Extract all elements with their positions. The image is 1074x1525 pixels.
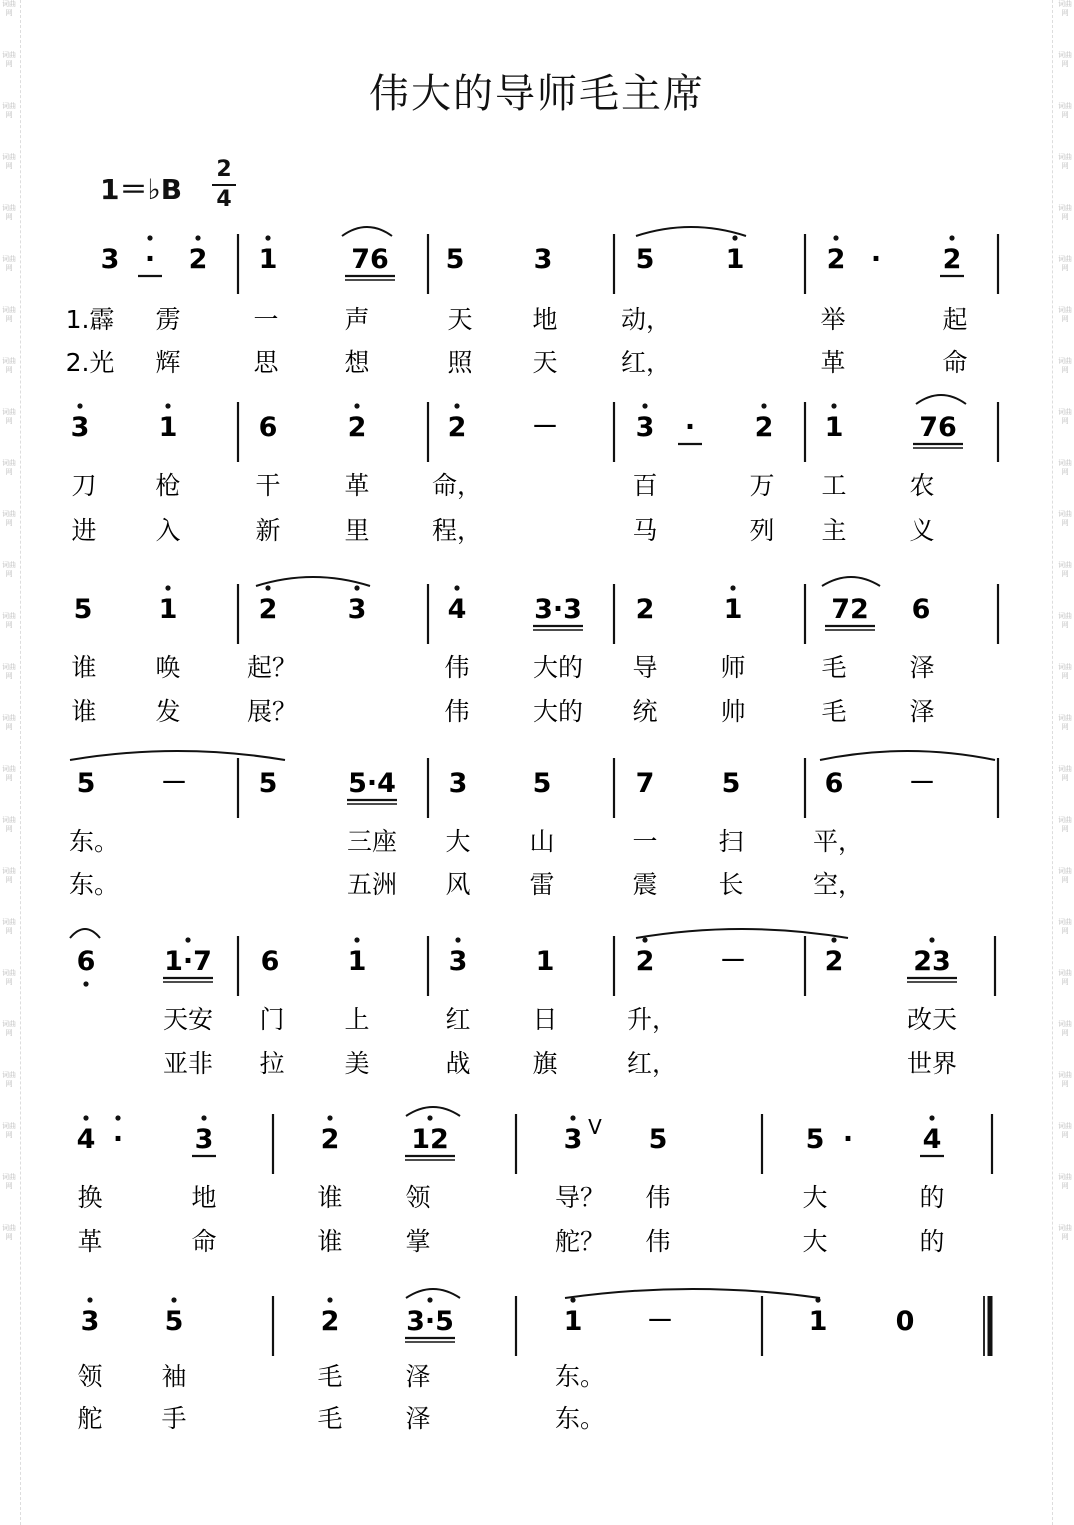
lyric-verse-2: 辉 bbox=[155, 348, 181, 377]
watermark-text: 词曲网 bbox=[1058, 969, 1072, 986]
note: 5 bbox=[445, 244, 465, 275]
note: 6 bbox=[260, 946, 280, 977]
lyric-verse-2: 战 bbox=[445, 1049, 471, 1078]
lyric-verse-2: 大的 bbox=[532, 697, 584, 726]
lyric-verse-2: 革 bbox=[77, 1227, 103, 1256]
watermark-text: 词曲网 bbox=[1058, 306, 1072, 323]
lyric-verse-1: 谁 bbox=[71, 653, 97, 682]
watermark-text: 词曲网 bbox=[2, 510, 16, 527]
lyric-verse-2: 照 bbox=[447, 348, 473, 377]
lyric-verse-2: 2.光 bbox=[65, 348, 115, 377]
lyric-verse-1: 1.霹 bbox=[65, 305, 115, 334]
note: 76 bbox=[919, 412, 957, 443]
lyric-verse-1: 领 bbox=[77, 1362, 103, 1391]
lyric-verse-2: 旗 bbox=[532, 1049, 558, 1078]
watermark-text: 词曲网 bbox=[1058, 357, 1072, 374]
note: 1 bbox=[347, 946, 367, 977]
lyric-verse-2: 毛 bbox=[821, 697, 847, 726]
note: 5 bbox=[164, 1306, 184, 1337]
octave-dot bbox=[201, 1115, 206, 1120]
lyric-verse-1: 毛 bbox=[317, 1362, 343, 1391]
lyric-verse-1: 天安 bbox=[162, 1005, 214, 1034]
note: 1 bbox=[725, 244, 745, 275]
watermark-text: 词曲网 bbox=[1058, 867, 1072, 884]
note: 5 bbox=[76, 768, 96, 799]
octave-dot bbox=[165, 585, 170, 590]
lyric-verse-2: 泽 bbox=[909, 697, 935, 726]
lyric-verse-1: 导 bbox=[632, 653, 658, 682]
note: 5 bbox=[805, 1124, 825, 1155]
note: 3 bbox=[347, 594, 367, 625]
watermark-text: 词曲网 bbox=[1058, 459, 1072, 476]
octave-dot bbox=[570, 1297, 575, 1302]
lyric-verse-1: 伟 bbox=[645, 1183, 671, 1212]
watermark-text: 词曲网 bbox=[1058, 1122, 1072, 1139]
note: 2 bbox=[258, 594, 278, 625]
note: 4 bbox=[447, 594, 467, 625]
lyric-verse-2: 东。 bbox=[554, 1404, 606, 1433]
lyric-verse-1: 唤 bbox=[155, 653, 181, 682]
watermark-text: 词曲网 bbox=[2, 1071, 16, 1088]
note: · bbox=[112, 1124, 124, 1155]
slur bbox=[916, 395, 966, 404]
lyric-verse-2: 红， bbox=[620, 348, 672, 377]
note: － bbox=[908, 768, 936, 799]
slur bbox=[342, 227, 392, 236]
note: 3 bbox=[80, 1306, 100, 1337]
note: 5·4 bbox=[348, 768, 396, 799]
note: 1 bbox=[723, 594, 743, 625]
lyric-verse-1: 东。 bbox=[554, 1362, 606, 1391]
watermark-text: 词曲网 bbox=[2, 918, 16, 935]
octave-dot bbox=[455, 937, 460, 942]
note: · bbox=[684, 412, 696, 443]
slur bbox=[565, 1289, 820, 1298]
slur bbox=[70, 751, 285, 760]
lyric-verse-1: 导？ bbox=[554, 1183, 606, 1212]
note: · bbox=[842, 1124, 854, 1155]
lyric-verse-1: 泽 bbox=[909, 653, 935, 682]
note: 3 bbox=[448, 768, 468, 799]
lyric-verse-1: 泽 bbox=[405, 1362, 431, 1391]
octave-dot bbox=[833, 235, 838, 240]
lyric-verse-2: 的 bbox=[919, 1227, 945, 1256]
lyric-verse-1: 起 bbox=[942, 305, 968, 334]
lyric-verse-2: 舵？ bbox=[554, 1227, 606, 1256]
watermark-text: 词曲网 bbox=[1058, 408, 1072, 425]
octave-dot bbox=[165, 403, 170, 408]
lyric-verse-1: 一 bbox=[253, 305, 279, 334]
note: 5 bbox=[721, 768, 741, 799]
note: 2 bbox=[635, 946, 655, 977]
lyric-verse-2: 命 bbox=[191, 1227, 217, 1256]
lyric-verse-1: 上 bbox=[344, 1005, 370, 1034]
watermark-text: 词曲网 bbox=[1058, 1071, 1072, 1088]
lyric-verse-1: 的 bbox=[919, 1183, 945, 1212]
lyric-verse-2: 展？ bbox=[246, 697, 298, 726]
note: 1 bbox=[158, 594, 178, 625]
note: 2 bbox=[347, 412, 367, 443]
note: － bbox=[531, 412, 559, 443]
note: 5 bbox=[648, 1124, 668, 1155]
note: 2 bbox=[754, 412, 774, 443]
lyric-verse-1: 刀 bbox=[71, 471, 97, 500]
note: 3 bbox=[635, 412, 655, 443]
watermark-text: 词曲网 bbox=[2, 816, 16, 833]
lyric-verse-2: 掌 bbox=[405, 1227, 431, 1256]
lyric-verse-1: 门 bbox=[259, 1005, 285, 1034]
octave-dot bbox=[77, 403, 82, 408]
octave-dot bbox=[732, 235, 737, 240]
note: 1 bbox=[158, 412, 178, 443]
lyric-verse-1: 领 bbox=[405, 1183, 431, 1212]
watermark-text: 词曲网 bbox=[2, 867, 16, 884]
note: · bbox=[870, 244, 882, 275]
lyric-verse-2: 新 bbox=[255, 516, 281, 545]
watermark-text: 词曲网 bbox=[2, 1173, 16, 1190]
slur bbox=[406, 1107, 460, 1116]
lyric-verse-2: 大 bbox=[802, 1227, 828, 1256]
note: 1 bbox=[808, 1306, 828, 1337]
lyric-verse-1: 命， bbox=[431, 471, 483, 500]
note: 3 bbox=[533, 244, 553, 275]
note: － bbox=[160, 768, 188, 799]
note: 23 bbox=[913, 946, 951, 977]
octave-dot bbox=[454, 403, 459, 408]
watermark-text: 词曲网 bbox=[2, 612, 16, 629]
watermark-text: 词曲网 bbox=[2, 663, 16, 680]
lyric-verse-2: 义 bbox=[909, 516, 935, 545]
octave-dot bbox=[427, 1115, 432, 1120]
note: 1 bbox=[535, 946, 555, 977]
watermark-text: 词曲网 bbox=[1058, 816, 1072, 833]
lyric-verse-2: 世界 bbox=[906, 1049, 958, 1078]
note: 5 bbox=[73, 594, 93, 625]
octave-dot bbox=[147, 235, 152, 240]
lyric-verse-2: 手 bbox=[161, 1404, 187, 1433]
note: 2 bbox=[320, 1306, 340, 1337]
octave-dot bbox=[949, 235, 954, 240]
time-signature-denominator: 4 bbox=[216, 187, 232, 212]
watermark-text: 词曲网 bbox=[1058, 510, 1072, 527]
lyric-verse-1: 谁 bbox=[317, 1183, 343, 1212]
octave-dot bbox=[427, 1297, 432, 1302]
lyric-verse-2: 美 bbox=[344, 1049, 370, 1078]
lyric-verse-2: 统 bbox=[632, 697, 658, 726]
lyric-verse-2: 五洲 bbox=[346, 870, 398, 899]
lyric-verse-2: 命 bbox=[942, 348, 968, 377]
slur bbox=[406, 1289, 460, 1298]
note: 6 bbox=[258, 412, 278, 443]
lyric-verse-2: 伟 bbox=[645, 1227, 671, 1256]
note: · bbox=[144, 244, 156, 275]
octave-dot bbox=[831, 937, 836, 942]
lyric-verse-1: 毛 bbox=[821, 653, 847, 682]
octave-dot bbox=[83, 1115, 88, 1120]
lyric-verse-2: 列 bbox=[749, 516, 775, 545]
lyric-verse-1: 升， bbox=[626, 1005, 678, 1034]
lyric-verse-1: 伟 bbox=[444, 653, 470, 682]
octave-dot bbox=[327, 1115, 332, 1120]
octave-dot bbox=[761, 403, 766, 408]
lyric-verse-2: 雷 bbox=[529, 870, 555, 899]
note: 12 bbox=[411, 1124, 449, 1155]
note: 2 bbox=[447, 412, 467, 443]
note: 6 bbox=[76, 946, 96, 977]
lyric-verse-2: 亚非 bbox=[162, 1049, 214, 1078]
octave-dot bbox=[115, 1115, 120, 1120]
lyric-verse-1: 天 bbox=[447, 305, 473, 334]
watermark-text: 词曲网 bbox=[2, 969, 16, 986]
lyric-verse-2: 东。 bbox=[68, 870, 120, 899]
note: 5 bbox=[532, 768, 552, 799]
slur bbox=[820, 751, 995, 760]
octave-dot bbox=[570, 1115, 575, 1120]
octave-dot bbox=[87, 1297, 92, 1302]
watermark-text: 词曲网 bbox=[1058, 51, 1072, 68]
lyric-verse-2: 拉 bbox=[259, 1049, 285, 1078]
lyric-verse-1: 雳 bbox=[155, 305, 181, 334]
lyric-verse-2: 天 bbox=[532, 348, 558, 377]
watermark-text: 词曲网 bbox=[1058, 0, 1072, 17]
octave-dot bbox=[265, 585, 270, 590]
lyric-verse-1: 平， bbox=[812, 827, 864, 856]
watermark-text: 词曲网 bbox=[2, 51, 16, 68]
octave-dot bbox=[171, 1297, 176, 1302]
breath-mark: V bbox=[588, 1115, 602, 1139]
note: － bbox=[646, 1306, 674, 1337]
lyric-verse-1: 枪 bbox=[155, 471, 181, 500]
lyric-verse-1: 动， bbox=[620, 305, 672, 334]
watermark-text: 词曲网 bbox=[1058, 663, 1072, 680]
slur bbox=[822, 577, 880, 586]
slur bbox=[636, 227, 746, 236]
lyric-verse-2: 里 bbox=[344, 516, 370, 545]
lyric-verse-2: 革 bbox=[820, 348, 846, 377]
lyric-verse-1: 改天 bbox=[906, 1005, 958, 1034]
watermark-text: 词曲网 bbox=[1058, 1020, 1072, 1037]
note: 6 bbox=[911, 594, 931, 625]
key-signature: 1＝♭B bbox=[100, 173, 183, 206]
slur bbox=[70, 929, 100, 938]
watermark-text: 词曲网 bbox=[1058, 765, 1072, 782]
lyric-verse-1: 万 bbox=[749, 471, 775, 500]
octave-dot bbox=[642, 937, 647, 942]
lyric-verse-1: 举 bbox=[820, 305, 846, 334]
lyric-verse-2: 谁 bbox=[317, 1227, 343, 1256]
lyric-verse-1: 师 bbox=[720, 653, 746, 682]
lyric-verse-2: 马 bbox=[632, 516, 658, 545]
slur bbox=[256, 577, 370, 586]
note: 2 bbox=[320, 1124, 340, 1155]
lyric-verse-1: 山 bbox=[529, 827, 555, 856]
slur bbox=[636, 929, 848, 938]
lyric-verse-2: 入 bbox=[155, 516, 181, 545]
octave-dot bbox=[354, 937, 359, 942]
note: 5 bbox=[258, 768, 278, 799]
note: 3 bbox=[194, 1124, 214, 1155]
octave-dot bbox=[354, 585, 359, 590]
lyric-verse-2: 风 bbox=[445, 870, 471, 899]
lyric-verse-1: 换 bbox=[77, 1183, 103, 1212]
note: 2 bbox=[824, 946, 844, 977]
note: 1 bbox=[563, 1306, 583, 1337]
watermark-text: 词曲网 bbox=[2, 102, 16, 119]
note: 4 bbox=[76, 1124, 96, 1155]
watermark-text: 词曲网 bbox=[1058, 714, 1072, 731]
lyric-verse-2: 舵 bbox=[77, 1404, 103, 1433]
lyric-verse-2: 谁 bbox=[71, 697, 97, 726]
lyric-verse-1: 东。 bbox=[68, 827, 120, 856]
note: 3 bbox=[563, 1124, 583, 1155]
watermark-text: 词曲网 bbox=[2, 0, 16, 17]
lyric-verse-2: 发 bbox=[155, 697, 181, 726]
note: 3·3 bbox=[534, 594, 582, 625]
lyric-verse-1: 声 bbox=[344, 305, 370, 334]
lyric-verse-1: 一 bbox=[632, 827, 658, 856]
watermark-text: 词曲网 bbox=[1058, 918, 1072, 935]
lyric-verse-2: 空， bbox=[812, 870, 864, 899]
note: － bbox=[719, 946, 747, 977]
octave-dot bbox=[354, 403, 359, 408]
watermark-text: 词曲网 bbox=[2, 255, 16, 272]
note: 3·5 bbox=[406, 1306, 454, 1337]
lyric-verse-2: 想 bbox=[344, 348, 370, 377]
lyric-verse-2: 主 bbox=[821, 516, 847, 545]
lyric-verse-1: 工 bbox=[821, 471, 847, 500]
note: 2 bbox=[635, 594, 655, 625]
watermark-text: 词曲网 bbox=[2, 459, 16, 476]
note: 7 bbox=[635, 768, 655, 799]
lyric-verse-2: 思 bbox=[253, 348, 279, 377]
watermark-text: 词曲网 bbox=[2, 1122, 16, 1139]
lyric-verse-1: 大的 bbox=[532, 653, 584, 682]
watermark-text: 词曲网 bbox=[2, 1020, 16, 1037]
watermark-text: 词曲网 bbox=[1058, 612, 1072, 629]
octave-dot bbox=[265, 235, 270, 240]
note: 76 bbox=[351, 244, 389, 275]
octave-dot bbox=[327, 1297, 332, 1302]
octave-dot bbox=[642, 403, 647, 408]
lyric-verse-1: 红 bbox=[445, 1005, 471, 1034]
note: 3 bbox=[448, 946, 468, 977]
watermark-text: 词曲网 bbox=[2, 204, 16, 221]
note: 2 bbox=[942, 244, 962, 275]
watermark-text: 词曲网 bbox=[2, 306, 16, 323]
lyric-verse-1: 地 bbox=[532, 305, 558, 334]
lyric-verse-1: 日 bbox=[532, 1005, 558, 1034]
octave-dot bbox=[195, 235, 200, 240]
lyric-verse-1: 百 bbox=[632, 471, 658, 500]
lyric-verse-1: 农 bbox=[909, 471, 935, 500]
note: 1 bbox=[824, 412, 844, 443]
lyric-verse-1: 大 bbox=[445, 827, 471, 856]
lyric-verse-1: 扫 bbox=[718, 827, 744, 856]
lyric-verse-2: 程， bbox=[431, 516, 483, 545]
note: 3 bbox=[100, 244, 120, 275]
watermark-text: 词曲网 bbox=[2, 357, 16, 374]
watermark-text: 词曲网 bbox=[1058, 255, 1072, 272]
note: 2 bbox=[826, 244, 846, 275]
note: 1·7 bbox=[164, 946, 212, 977]
watermark-text: 词曲网 bbox=[2, 714, 16, 731]
octave-dot bbox=[730, 585, 735, 590]
octave-dot bbox=[185, 937, 190, 942]
lyric-verse-2: 红， bbox=[626, 1049, 678, 1078]
note: 6 bbox=[824, 768, 844, 799]
watermark-text: 词曲网 bbox=[1058, 1173, 1072, 1190]
lyric-verse-1: 大 bbox=[802, 1183, 828, 1212]
note: 2 bbox=[188, 244, 208, 275]
note: 4 bbox=[922, 1124, 942, 1155]
watermark-text: 词曲网 bbox=[2, 561, 16, 578]
octave-dot bbox=[83, 981, 88, 986]
lyric-verse-1: 袖 bbox=[161, 1362, 187, 1391]
lyric-verse-2: 帅 bbox=[720, 697, 746, 726]
note: 3 bbox=[70, 412, 90, 443]
song-title: 伟大的导师毛主席 bbox=[369, 71, 705, 117]
time-signature-numerator: 2 bbox=[216, 157, 232, 182]
watermark-text: 词曲网 bbox=[1058, 102, 1072, 119]
note: 1 bbox=[258, 244, 278, 275]
octave-dot bbox=[454, 585, 459, 590]
note: 5 bbox=[635, 244, 655, 275]
watermark-text: 词曲网 bbox=[2, 1224, 16, 1241]
watermark-text: 词曲网 bbox=[1058, 1224, 1072, 1241]
lyric-verse-2: 毛 bbox=[317, 1404, 343, 1433]
octave-dot bbox=[929, 937, 934, 942]
lyric-verse-2: 进 bbox=[71, 516, 97, 545]
watermark-text: 词曲网 bbox=[2, 765, 16, 782]
octave-dot bbox=[929, 1115, 934, 1120]
watermark-text: 词曲网 bbox=[2, 153, 16, 170]
watermark-text: 词曲网 bbox=[1058, 153, 1072, 170]
lyric-verse-1: 三座 bbox=[346, 827, 398, 856]
watermark-text: 词曲网 bbox=[1058, 561, 1072, 578]
octave-dot bbox=[831, 403, 836, 408]
lyric-verse-2: 震 bbox=[632, 870, 658, 899]
lyric-verse-1: 地 bbox=[191, 1183, 217, 1212]
note: 72 bbox=[831, 594, 869, 625]
watermark-text: 词曲网 bbox=[2, 408, 16, 425]
lyric-verse-2: 泽 bbox=[405, 1404, 431, 1433]
note: 0 bbox=[895, 1306, 915, 1337]
lyric-verse-1: 起？ bbox=[246, 653, 298, 682]
lyric-verse-2: 长 bbox=[718, 870, 744, 899]
lyric-verse-1: 革 bbox=[344, 471, 370, 500]
watermark-text: 词曲网 bbox=[1058, 204, 1072, 221]
lyric-verse-2: 伟 bbox=[444, 697, 470, 726]
lyric-verse-1: 干 bbox=[255, 471, 281, 500]
